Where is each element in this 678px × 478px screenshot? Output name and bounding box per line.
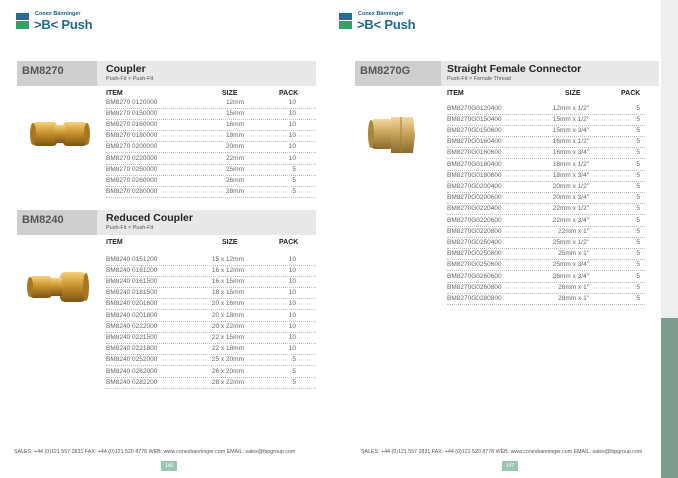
page-number: 146 (161, 461, 177, 471)
row-item: BM8270G0220800 (447, 227, 502, 235)
table-row (106, 142, 316, 154)
table-row (447, 159, 645, 171)
table-row (106, 310, 316, 322)
col-pack-header: PACK (279, 239, 299, 246)
table-row (106, 355, 316, 367)
row-size: 16mm x 3/4" (552, 149, 589, 157)
row-pack: 5 (636, 126, 640, 134)
table-row (106, 97, 316, 109)
row-pack: 5 (292, 378, 296, 386)
row-item: BM8270 0220000 (106, 154, 158, 162)
row-size: 22mm (225, 154, 244, 162)
row-size: 22 x 18mm (211, 345, 244, 353)
table-row (447, 282, 645, 294)
footer-contact: SALES: +44 (0)121 557 2831 FAX: +44 (0)121 520 8778 WEB: www.conexbanninger.com EMAIL: sales@ibpgroup.com (361, 449, 643, 455)
row-item: BM8240 0262000 (106, 367, 158, 375)
row-pack: 5 (636, 294, 640, 302)
table-row (106, 366, 316, 378)
row-pack: 5 (636, 171, 640, 179)
row-item: BM8270 0180000 (106, 132, 158, 140)
row-pack: 5 (636, 216, 640, 224)
row-pack: 5 (636, 261, 640, 269)
col-size-header: SIZE (222, 90, 238, 97)
row-item: BM8270G0250400 (447, 238, 502, 246)
row-size: 22 x 15mm (211, 333, 244, 341)
row-item: BM8240 0181500 (106, 289, 158, 297)
row-pack: 10 (288, 266, 296, 274)
row-item: BM8240 0221800 (106, 345, 158, 353)
table-row (106, 131, 316, 143)
row-size: 18mm x 3/4" (552, 171, 589, 179)
row-size: 16 x 12mm (211, 266, 244, 274)
col-item-header: ITEM (447, 90, 464, 97)
table-row (447, 215, 645, 227)
row-item: BM8270G0280800 (447, 294, 502, 302)
row-pack: 10 (288, 322, 296, 330)
page-number: 147 (502, 461, 518, 471)
table-row (106, 175, 316, 187)
row-pack: 10 (288, 154, 296, 162)
product-title: Coupler (106, 63, 146, 75)
table-row (106, 265, 316, 277)
table-row (447, 260, 645, 272)
table-row (447, 226, 645, 238)
row-item: BM8270G0260600 (447, 272, 502, 280)
row-pack: 5 (636, 250, 640, 258)
page-edge-stripe (661, 0, 678, 478)
table-row (447, 181, 645, 193)
row-pack: 5 (636, 115, 640, 123)
row-size: 15 x 12mm (211, 255, 244, 263)
table-row (106, 119, 316, 131)
table-row (447, 193, 645, 205)
table-row (447, 125, 645, 137)
table-row (106, 254, 316, 266)
row-size: 15mm x 3/4" (552, 126, 589, 134)
row-size: 12mm (225, 98, 244, 106)
product-code: BM8270G (355, 61, 441, 86)
row-pack: 5 (636, 160, 640, 168)
row-size: 15mm x 1/2" (552, 115, 589, 123)
col-item-header: ITEM (106, 239, 123, 246)
row-size: 15mm (225, 109, 244, 117)
col-size-header: SIZE (565, 90, 581, 97)
row-pack: 10 (288, 277, 296, 285)
col-size-header: SIZE (222, 239, 238, 246)
brand-product: >B< Push (34, 17, 93, 32)
section-straight-female-connector (355, 61, 659, 311)
row-size: 16mm x 1/2" (552, 138, 589, 146)
row-item: BM8270G0160400 (447, 138, 502, 146)
footer-contact: SALES: +44 (0)121 557 2831 FAX: +44 (0)121 520 8778 WEB: www.conexbanninger.com EMAIL: sales@ibpgroup.com (14, 449, 296, 455)
row-item: BM8270G0160600 (447, 149, 502, 157)
row-size: 20mm x 3/4" (552, 194, 589, 202)
row-size: 25mm x 1/2" (552, 238, 589, 246)
col-pack-header: PACK (621, 90, 641, 97)
row-size: 18 x 15mm (211, 289, 244, 297)
row-pack: 5 (636, 272, 640, 280)
row-item: BM8240 0222000 (106, 322, 158, 330)
product-code: BM8270 (17, 61, 97, 86)
product-subtitle: Push-Fit × Push-Fit (106, 225, 154, 231)
product-title: Reduced Coupler (106, 212, 193, 224)
col-item-header: ITEM (106, 90, 123, 97)
section-reduced-coupler (17, 210, 316, 395)
table-row (447, 114, 645, 126)
table-row (106, 187, 316, 199)
row-item: BM8270 0160000 (106, 120, 158, 128)
row-pack: 5 (292, 165, 296, 173)
row-pack: 5 (636, 283, 640, 291)
row-size: 18mm x 1/2" (552, 160, 589, 168)
row-pack: 10 (288, 333, 296, 341)
row-size: 26 x 20mm (211, 367, 244, 375)
row-pack: 5 (292, 367, 296, 375)
row-pack: 5 (292, 176, 296, 184)
row-pack: 5 (636, 205, 640, 213)
row-pack: 5 (636, 227, 640, 235)
row-size: 18mm (225, 132, 244, 140)
table-row (106, 344, 316, 356)
row-item: BM8240 0201600 (106, 300, 158, 308)
row-size: 28 x 22mm (211, 378, 244, 386)
right-page (339, 0, 678, 478)
row-item: BM8270 0120000 (106, 98, 158, 106)
table-row (447, 271, 645, 283)
row-pack: 5 (292, 188, 296, 196)
row-item: BM8270 0260000 (106, 176, 158, 184)
brand-mark-icon (16, 13, 29, 29)
row-item: BM8270G0120400 (447, 104, 502, 112)
row-item: BM8270 0250000 (106, 165, 158, 173)
row-item: BM8270G0220600 (447, 216, 502, 224)
product-title: Straight Female Connector (447, 63, 582, 75)
row-item: BM8270 0200000 (106, 143, 158, 151)
row-size: 16 x 15mm (211, 277, 244, 285)
row-pack: 5 (636, 138, 640, 146)
row-pack: 10 (288, 311, 296, 319)
row-size: 28mm (225, 188, 244, 196)
reduced-coupler-image (27, 267, 89, 307)
table-row (447, 170, 645, 182)
row-item: BM8270G0150600 (447, 126, 502, 134)
row-size: 25mm (225, 165, 244, 173)
row-item: BM8240 0282200 (106, 378, 158, 386)
table-row (106, 153, 316, 165)
row-pack: 5 (636, 194, 640, 202)
table-row (106, 288, 316, 300)
row-pack: 10 (288, 143, 296, 151)
row-pack: 5 (636, 149, 640, 157)
row-item: BM8240 0151200 (106, 255, 158, 263)
row-pack: 10 (288, 120, 296, 128)
table-row (447, 237, 645, 249)
product-subtitle: Push-Fit × Female Thread (447, 76, 511, 82)
coupler-image (29, 116, 91, 152)
row-item: BM8240 0221500 (106, 333, 158, 341)
row-item: BM8270G0250600 (447, 261, 502, 269)
table-row (447, 249, 645, 261)
row-pack: 10 (288, 289, 296, 297)
section-coupler (17, 61, 316, 211)
row-pack: 10 (288, 98, 296, 106)
row-item: BM8270G0200400 (447, 182, 502, 190)
row-size: 22mm x 3/4" (552, 216, 589, 224)
table-row (106, 108, 316, 120)
table-row (447, 293, 645, 305)
table-row (106, 377, 316, 389)
row-size: 25mm x 3/4" (552, 261, 589, 269)
brand-name: Conex Bänninger (35, 11, 81, 17)
table-row (106, 276, 316, 288)
table-row (106, 164, 316, 176)
row-pack: 5 (292, 356, 296, 364)
row-item: BM8240 0201800 (106, 311, 158, 319)
row-pack: 10 (288, 255, 296, 263)
row-pack: 5 (636, 104, 640, 112)
row-size: 20mm x 1/2" (552, 182, 589, 190)
row-pack: 5 (636, 238, 640, 246)
row-size: 25 x 20mm (211, 356, 244, 364)
row-pack: 5 (636, 182, 640, 190)
row-pack: 10 (288, 300, 296, 308)
product-subtitle: Push-Fit × Push-Fit (106, 76, 154, 82)
table-row (447, 137, 645, 149)
row-size: 22mm x 1/2" (552, 205, 589, 213)
brand-product: >B< Push (357, 17, 416, 32)
row-size: 26mm (225, 176, 244, 184)
product-code: BM8240 (17, 210, 97, 235)
table-row (447, 103, 645, 115)
row-size: 20 x 16mm (211, 300, 244, 308)
row-size: 12mm x 1/2" (552, 104, 589, 112)
row-item: BM8270 0150000 (106, 109, 158, 117)
table-row (447, 148, 645, 160)
table-row (447, 204, 645, 216)
row-size: 26mm x 3/4" (552, 272, 589, 280)
row-pack: 10 (288, 132, 296, 140)
row-size: 28mm x 1" (558, 294, 589, 302)
col-pack-header: PACK (279, 90, 299, 97)
row-item: BM8270G0150400 (447, 115, 502, 123)
row-size: 22mm x 1" (558, 227, 589, 235)
row-item: BM8270G0220400 (447, 205, 502, 213)
row-size: 26mm x 1" (558, 283, 589, 291)
row-item: BM8270G0250800 (447, 250, 502, 258)
row-item: BM8270 0280000 (106, 188, 158, 196)
row-pack: 10 (288, 109, 296, 117)
row-item: BM8240 0252000 (106, 356, 158, 364)
row-item: BM8270G0180600 (447, 171, 502, 179)
row-size: 20mm (225, 143, 244, 151)
row-size: 20 x 18mm (211, 311, 244, 319)
row-size: 25mm x 1" (558, 250, 589, 258)
row-pack: 10 (288, 345, 296, 353)
table-row (106, 321, 316, 333)
female-connector-image (367, 113, 417, 157)
row-size: 16mm (225, 120, 244, 128)
table-row (106, 332, 316, 344)
table-row (106, 299, 316, 311)
row-item: BM8270G0200600 (447, 194, 502, 202)
row-item: BM8270G0180400 (447, 160, 502, 168)
row-item: BM8240 0161200 (106, 266, 158, 274)
brand-mark-icon (339, 13, 352, 29)
brand-name: Conex Bänninger (358, 11, 404, 17)
row-size: 20 x 22mm (211, 322, 244, 330)
row-item: BM8240 0161500 (106, 277, 158, 285)
row-item: BM8270G0260800 (447, 283, 502, 291)
